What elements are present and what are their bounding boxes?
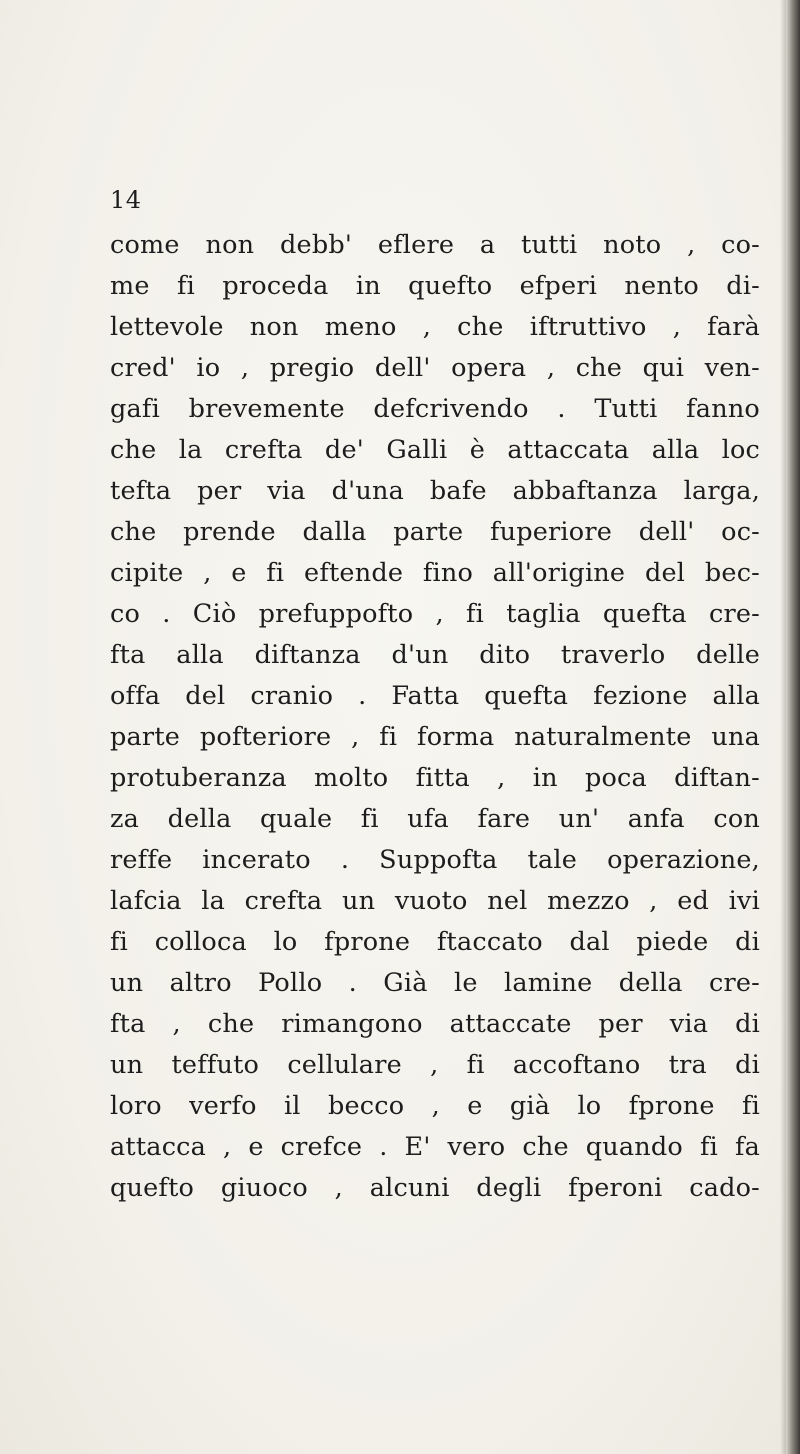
text-line: za della quale fi ufa fare un' anfa con (110, 804, 760, 834)
text-line: cipite , e fi eftende fino all'origine del bec- (110, 558, 760, 588)
text-line: come non debb' eflere a tutti noto , co- (110, 230, 760, 260)
text-line: lettevole non meno , che iftruttivo , farà (110, 312, 760, 342)
text-line: attacca , e crefce . E' vero che quando fi fa (110, 1132, 760, 1162)
page-edge (786, 0, 800, 1454)
text-line: cred' io , pregio dell' opera , che qui ven- (110, 353, 760, 383)
text-line: me fi proceda in quefto efperi nento di- (110, 271, 760, 301)
text-line: loro verfo il becco , e già lo fprone fi (110, 1091, 760, 1121)
text-line: protuberanza molto fitta , in poca diftan- (110, 763, 760, 793)
text-line: quefto giuoco , alcuni degli fperoni cado- (110, 1173, 760, 1203)
text-line: fta alla diftanza d'un dito traverlo delle (110, 640, 760, 670)
text-line: tefta per via d'una bafe abbaftanza larga, (110, 476, 760, 506)
text-line: offa del cranio . Fatta quefta fezione alla (110, 681, 760, 711)
text-line: parte pofteriore , fi forma naturalmente una (110, 722, 760, 752)
text-line: un teffuto cellulare , fi accoftano tra di (110, 1050, 760, 1080)
page-number: 14 (110, 186, 142, 214)
text-line: che prende dalla parte fuperiore dell' oc- (110, 517, 760, 547)
text-line: lafcia la crefta un vuoto nel mezzo , ed ivi (110, 886, 760, 916)
body-text (110, 225, 760, 1209)
text-line: co . Ciò prefuppofto , fi taglia quefta cre- (110, 599, 760, 629)
text-line: che la crefta de' Galli è attaccata alla loc (110, 435, 760, 465)
text-line: fi colloca lo fprone ftaccato dal piede di (110, 927, 760, 957)
text-line: un altro Pollo . Già le lamine della cre- (110, 968, 760, 998)
text-line: gafi brevemente defcrivendo . Tutti fanno (110, 394, 760, 424)
text-line: fta , che rimangono attaccate per via di (110, 1009, 760, 1039)
text-line: reffe incerato . Suppofta tale operazione, (110, 845, 760, 875)
